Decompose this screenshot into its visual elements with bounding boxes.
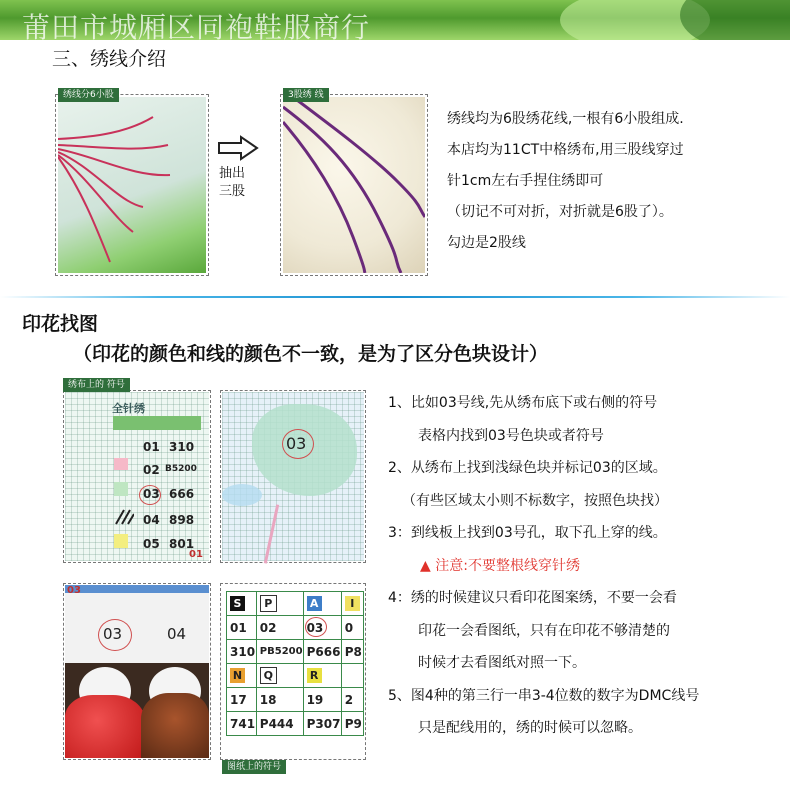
six-strand-thread-photo <box>58 97 206 273</box>
table-cell <box>341 664 363 688</box>
table-value: 666 <box>169 487 195 501</box>
table-cell: 19 <box>303 688 341 712</box>
thread-description-line: 本店均为11CT中格绣布,用三股线穿过 <box>447 142 684 158</box>
step-4-line-3: 时候才去看图纸对照一下。 <box>418 655 586 671</box>
three-strand-thread-photo <box>283 97 425 273</box>
table-cell-text: 03 <box>306 620 324 635</box>
table-cell <box>227 592 257 616</box>
section1-title: 三、绣线介绍 <box>52 48 167 70</box>
table-cell: 2 <box>341 688 363 712</box>
table-row <box>227 592 364 616</box>
step-5-line-1: 5、图4种的第三行一串3-4位数的数字为DMC线号 <box>388 687 700 704</box>
table-cell: 310 <box>227 640 257 664</box>
table-value: 310 <box>169 440 195 454</box>
table-row <box>227 712 364 736</box>
step-3-line-1: 3：到线板上找到03号孔，取下孔上穿的线。 <box>388 525 667 541</box>
arrow-right-icon <box>217 135 261 161</box>
arrow-label <box>219 165 245 201</box>
pattern-chart-image <box>222 585 364 758</box>
fabric-color-block-image <box>222 392 364 561</box>
symbol-box <box>345 667 360 682</box>
symbol-box: I <box>345 596 360 611</box>
thread-strands-graphic <box>283 97 425 273</box>
step-1-line-1: 1、比如03号线,先从绣布底下或右侧的符号 <box>388 395 658 411</box>
corner-number: 03 <box>67 585 81 596</box>
section-divider <box>0 296 790 298</box>
table-cell <box>256 592 303 616</box>
steps-text <box>388 387 699 745</box>
symbol-box: A <box>307 596 322 611</box>
table-row <box>227 616 364 640</box>
table-header-bar <box>113 416 201 430</box>
step-2-line-2: （有些区域太小则不标数字，按照色块找） <box>402 492 668 509</box>
symbol-box: S <box>230 596 245 611</box>
table-cell: P666 <box>303 640 341 664</box>
top-banner <box>0 0 790 40</box>
table-cell: 02 <box>256 616 303 640</box>
step-1-line-2: 表格内找到03号色块或者符号 <box>418 427 604 444</box>
table-cell: PB5200 <box>256 640 303 664</box>
thread-strands-graphic <box>58 97 206 273</box>
table-value: 898 <box>169 513 195 527</box>
symbol-box: N <box>230 668 245 683</box>
color-swatch <box>114 458 128 470</box>
block-label: 03 <box>286 434 307 453</box>
needle-graphic <box>264 504 279 563</box>
photo1-tag: 绣线分6小股 <box>58 88 119 102</box>
table-cell: 741 <box>227 712 257 736</box>
table-cell: P444 <box>256 712 303 736</box>
color-swatch <box>114 534 128 548</box>
table-cell <box>303 592 341 616</box>
table-cell: P9 <box>341 712 363 736</box>
table-cell: 18 <box>256 688 303 712</box>
table-cell <box>341 592 363 616</box>
thread-description <box>447 104 684 259</box>
table-code: 05 <box>143 537 160 551</box>
table-code: 04 <box>143 513 160 527</box>
thread-description-line: 绣线均为6股绣花线,一根有6小股组成. <box>447 111 684 127</box>
table-cell: P8 <box>341 640 363 664</box>
table-value: 801 <box>169 537 195 551</box>
leaf-decoration <box>680 0 790 40</box>
step-2-line-1: 2、从绣布上找到浅绿色块并标记03的区域。 <box>388 460 667 476</box>
table-code: 02 <box>143 463 160 477</box>
symbol-box: P <box>260 595 277 612</box>
table-header: 全针绣 <box>112 402 145 415</box>
table-cell: 17 <box>227 688 257 712</box>
img4-tag: 图纸上的符号 <box>222 760 286 774</box>
brown-thread <box>141 693 209 758</box>
step-4-line-2: 印花一会看图纸，只有在印花不够清楚的 <box>418 622 670 639</box>
thread-description-line: 针1cm左右手捏住绣即可 <box>447 173 604 189</box>
arrow-label-line2: 三股 <box>219 184 246 199</box>
pattern-chart-table <box>226 591 364 736</box>
thread-description-line: （切记不可对折，对折就是6股了）。 <box>447 204 673 220</box>
hole-label: 04 <box>167 625 187 643</box>
step-4-line-1: 4：绣的时候建议只看印花图案绣，不要一会看 <box>388 590 677 606</box>
warning-icon: ▲ <box>420 557 431 574</box>
hatch-symbol-icon <box>114 508 134 526</box>
step-3-warning <box>388 550 699 583</box>
corner-number: 01 <box>189 549 203 560</box>
photo2-tag: 3股绣 线 <box>283 88 329 102</box>
img1-tag: 绣布上的 符号 <box>63 378 130 392</box>
table-row <box>227 688 364 712</box>
table-cell <box>303 616 341 640</box>
warning-text: 注意:不要整根线穿针绣 <box>435 557 580 574</box>
section2-subtitle: （印花的颜色和线的颜色不一致，是为了区分色块设计） <box>73 343 549 365</box>
table-row <box>227 640 364 664</box>
banner-watermark-text: 莆田市城厢区同袍鞋服商行 <box>22 11 371 40</box>
table-cell: 01 <box>227 616 257 640</box>
table-cell <box>303 664 341 688</box>
table-value: B5200 <box>165 464 197 474</box>
symbol-box: Q <box>260 667 277 684</box>
step-5-line-2: 只是配线用的，绣的时候可以忽略。 <box>418 720 642 736</box>
table-code: 01 <box>143 440 160 454</box>
section2-title: 印花找图 <box>22 313 99 335</box>
hole-label: 03 <box>103 625 123 643</box>
table-cell: 0 <box>341 616 363 640</box>
table-row <box>227 664 364 688</box>
arrow-label-line1: 抽出 <box>219 166 246 181</box>
light-blue-block <box>222 484 262 506</box>
red-thread <box>65 695 145 758</box>
table-cell <box>256 664 303 688</box>
fabric-symbol-table-image <box>65 392 209 561</box>
table-cell: P307 <box>303 712 341 736</box>
highlight-circle <box>305 617 327 637</box>
color-swatch <box>114 482 128 496</box>
symbol-box: R <box>307 668 322 683</box>
thread-board-image <box>65 585 209 758</box>
thread-description-line: 勾边是2股线 <box>447 235 526 251</box>
table-cell <box>227 664 257 688</box>
table-code: 03 <box>143 487 160 501</box>
board-top-strip <box>65 585 209 593</box>
